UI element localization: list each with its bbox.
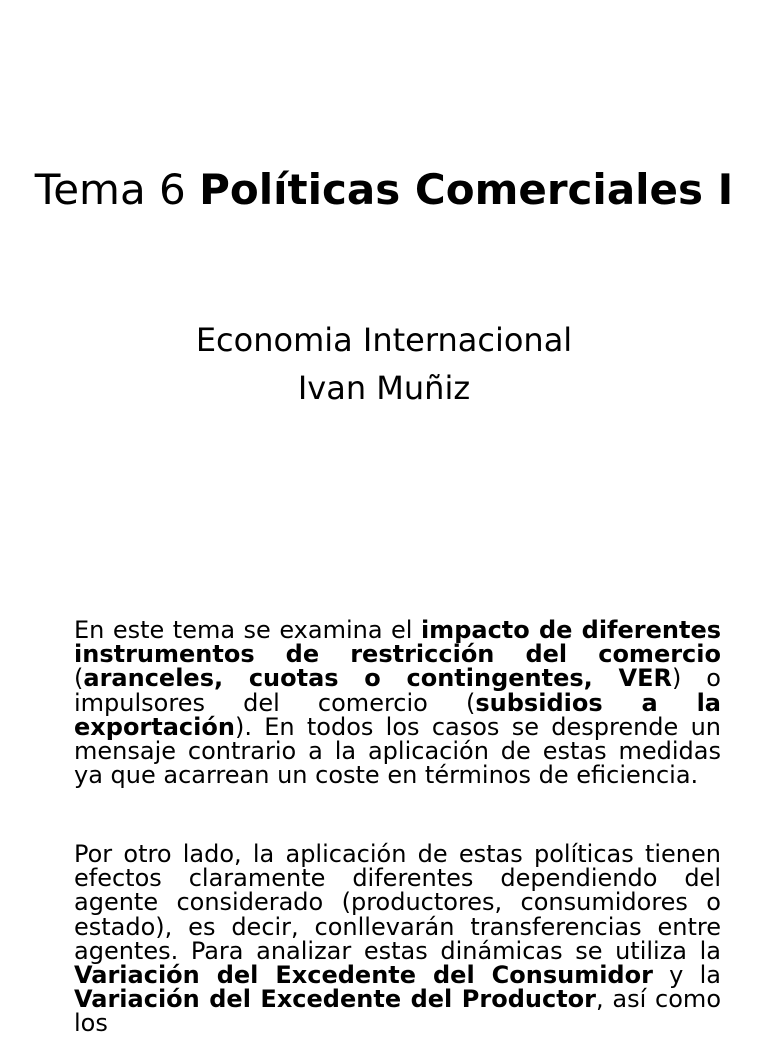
p2-bold-1: Variación del Excedente del Consumidor: [74, 961, 653, 990]
slide-title: [0, 166, 768, 214]
title-bold: Políticas Comerciales I: [199, 165, 734, 214]
p2-text-3: , así como los: [74, 985, 721, 1037]
author-name: Ivan Muñiz: [297, 369, 471, 407]
p2-text-1: Por otro lado, la aplicación de estas políticas tienen efectos claramente diferentes dependiendo del agente considerado (productores, consumidores o estado), es decir, conllevarán transferencias entre agentes. Para analizar estas dinámicas se utiliza la: [74, 840, 721, 965]
p1-text-3: ) o impulsores del comercio (: [74, 664, 721, 717]
title-prefix: Tema 6: [34, 165, 200, 214]
p1-text-1: En este tema se examina el: [74, 616, 421, 644]
p2-text-2: y la: [652, 961, 721, 990]
p1-bold-2: aranceles, cuotas o contingentes, VER: [83, 664, 672, 693]
intro-paragraph: [74, 616, 721, 790]
p2-bold-2: Variación del Excedente del Productor: [74, 985, 596, 1014]
p1-text-2: (: [74, 664, 84, 693]
course-name: Economia Internacional: [195, 321, 573, 359]
p1-text-4: ). En todos los casos se desprende un mensaje contrario a la aplicación de estas medidas ya que acarrean un coste en términos de eficiencia.: [74, 712, 721, 790]
second-paragraph: [74, 842, 721, 1036]
p1-bold-1: impacto de diferentes instrumentos de restricción del comercio: [74, 616, 721, 669]
p1-bold-3: subsidios a la exportación: [74, 688, 721, 741]
